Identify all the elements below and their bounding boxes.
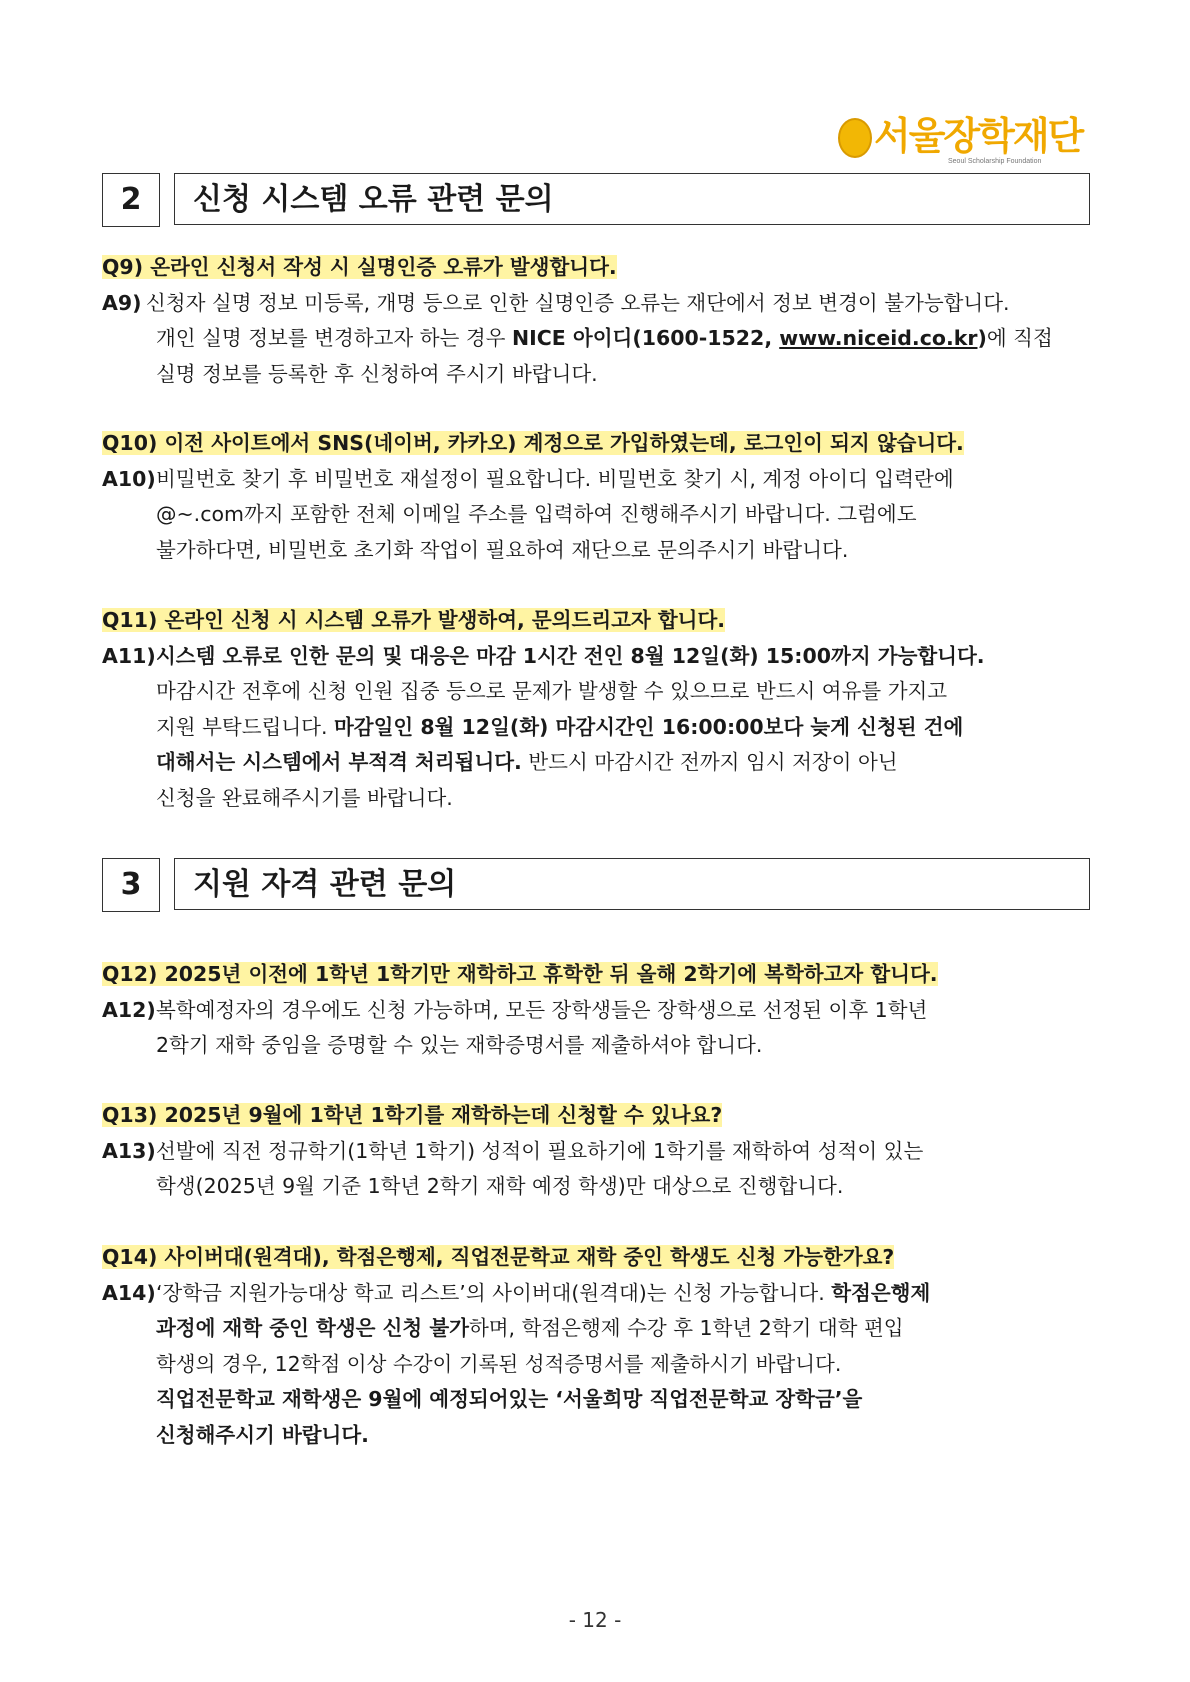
- question: Q9) 온라인 신청서 작성 시 실명인증 오류가 발생합니다.: [102, 255, 617, 279]
- qa-q14: [102, 1240, 1092, 1453]
- answer-line: A13)선발에 직전 정규학기(1학년 1학기) 성적이 필요하기에 1학기를 재학하여 성적이 있는: [102, 1138, 924, 1163]
- answer-line: 학생의 경우, 12학점 이상 수강이 기록된 성적증명서를 제출하시기 바랍니다.: [156, 1351, 842, 1376]
- qa-q11: [102, 603, 1092, 816]
- logo-name: 서울장학재단: [874, 114, 1083, 158]
- answer-line: A11)시스템 오류로 인한 문의 및 대응은 마감 1시간 전인 8월 12일(화) 15:00까지 가능합니다.: [102, 643, 985, 668]
- answer-line: 신청을 완료해주시기를 바랍니다.: [156, 785, 453, 810]
- answer-line: A12)복학예정자의 경우에도 신청 가능하며, 모든 장학생들은 장학생으로 선정된 이후 1학년: [102, 997, 928, 1022]
- answer-line: A10)비밀번호 찾기 후 비밀번호 재설정이 필요합니다. 비밀번호 찾기 시, 계정 아이디 입력란에: [102, 466, 954, 491]
- answer-line: 대해서는 시스템에서 부적격 처리됩니다. 반드시 마감시간 전까지 임시 저장이 아닌: [156, 750, 898, 774]
- logo-subtitle: Seoul Scholarship Foundation: [948, 158, 1042, 165]
- page-number: - 12 -: [568, 1608, 622, 1632]
- section-title: 지원 자격 관련 문의: [174, 858, 1090, 910]
- qa-q9: [102, 250, 1092, 392]
- question: Q13) 2025년 9월에 1학년 1학기를 재학하는데 신청할 수 있나요?: [102, 1103, 723, 1127]
- foundation-seal-icon: [838, 118, 872, 158]
- question: Q12) 2025년 이전에 1학년 1학기만 재학하고 휴학한 뒤 올해 2학기에 복학하고자 합니다.: [102, 962, 938, 986]
- foundation-logo: [838, 112, 1083, 172]
- answer-line: 직업전문학교 재학생은 9월에 예정되어있는 ‘서울희망 직업전문학교 장학금’을: [156, 1387, 863, 1411]
- section-header-3: [102, 858, 1092, 912]
- section-number: 2: [102, 173, 160, 227]
- answer-line: 마감시간 전후에 신청 인원 집중 등으로 문제가 발생할 수 있으므로 반드시 여유를 가지고: [156, 679, 948, 703]
- answer-line: 학생(2025년 9월 기준 1학년 2학기 재학 예정 학생)만 대상으로 진행합니다.: [156, 1174, 844, 1198]
- answer-line: 지원 부탁드립니다. 마감일인 8월 12일(화) 마감시간인 16:00:00보다 늦게 신청된 건에: [156, 714, 964, 739]
- section-title: 신청 시스템 오류 관련 문의: [174, 173, 1090, 225]
- answer-line: 2학기 재학 중임을 증명할 수 있는 재학증명서를 제출하셔야 합니다.: [156, 1033, 763, 1057]
- niceid-link[interactable]: www.niceid.co.kr: [779, 326, 978, 350]
- section-number: 3: [102, 858, 160, 912]
- question: Q14) 사이버대(원격대), 학점은행제, 직업전문학교 재학 중인 학생도 신청 가능한가요?: [102, 1245, 895, 1269]
- qa-q13: [102, 1098, 1092, 1205]
- qa-q10: [102, 426, 1092, 568]
- section-header-2: [102, 173, 1092, 227]
- answer-line: A14)‘장학금 지원가능대상 학교 리스트’의 사이버대(원격대)는 신청 가능합니다. 학점은행제: [102, 1280, 931, 1305]
- answer-line: A9) 신청자 실명 정보 미등록, 개명 등으로 인한 실명인증 오류는 재단에서 정보 변경이 불가능합니다.: [102, 290, 1010, 315]
- question: Q11) 온라인 신청 시 시스템 오류가 발생하여, 문의드리고자 합니다.: [102, 608, 726, 632]
- answer-line: 불가하다면, 비밀번호 초기화 작업이 필요하여 재단으로 문의주시기 바랍니다.: [156, 537, 849, 562]
- answer-line: 실명 정보를 등록한 후 신청하여 주시기 바랍니다.: [156, 361, 598, 386]
- qa-q12: [102, 957, 1092, 1064]
- answer-line: @~.com까지 포함한 전체 이메일 주소를 입력하여 진행해주시기 바랍니다. 그럼에도: [156, 502, 917, 526]
- answer-line: 개인 실명 정보를 변경하고자 하는 경우 NICE 아이디(1600-1522, www.niceid.co.kr)에 직접: [156, 326, 1053, 350]
- answer-line: 신청해주시기 바랍니다.: [156, 1422, 369, 1447]
- question: Q10) 이전 사이트에서 SNS(네이버, 카카오) 계정으로 가입하였는데, 로그인이 되지 않습니다.: [102, 431, 964, 455]
- answer-line: 과정에 재학 중인 학생은 신청 불가하며, 학점은행제 수강 후 1학년 2학기 대학 편입: [156, 1316, 904, 1340]
